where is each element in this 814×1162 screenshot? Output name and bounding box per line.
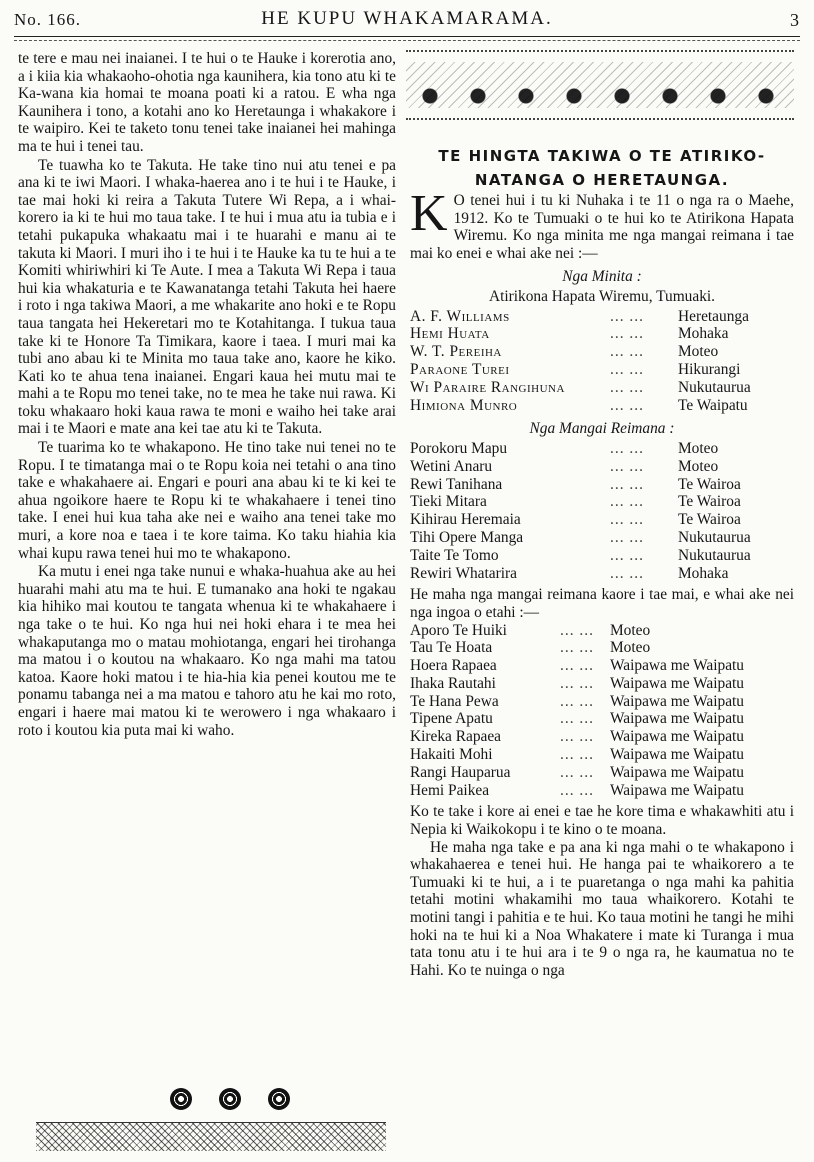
- left-paragraph-2: Te tuawha ko te Takuta. He take tino nui atu tenei e pa ana ki te iwi Maori. I whaka-haerea ano i te hui i te Hauke, i tae mai hoki ki reira a Takuta Tutere Wi Repa, a i whai-korero ia ki te hui mo taua take. I te hui i mua atu ia tubia e i tetahi pukapuka whakaatu mai i te huarahi e manu ai te takuta ki Maori. I muri iho i te hui i te Hauke ka tu te hui a te Komiti whiriwhiri ki Te Aute. I mea a Takuta Wi Repa i taua hui kia whakaturia e te Kawanatanga tetahi Takuta hei haere i roto i nga takiwa Maori, a me whakarite ano hoki e te Ropu taua tangata hei Hekeretari mo te Kotahitanga. I tukua taua take ki te Honore Ta Timikara, kaore i taea. I muri mai ka tubi ano abau ki te Minita mo taua take ano, kaore he kiko. Kati ko te ahua tena inaianei. Engari kaua hei mutu mai te mahi a te Ropu mo tenei take, no te mea he take nui rawa. Ki toku whakaaro hoki kaua rawa te moni e waiho hei take arai mai i te Maori e mate ana kei tae atu ki te Takuta.: [18, 156, 396, 438]
- article-lead: [410, 185, 794, 262]
- leader-dots: ... ...: [560, 746, 594, 764]
- drop-cap: K: [410, 185, 448, 242]
- leader-dots: ... ...: [560, 674, 594, 692]
- entry-name: Te Hana Pewa: [410, 692, 499, 710]
- list-item: [410, 476, 794, 494]
- list-item: [410, 639, 794, 657]
- issue-number: No. 166.: [14, 10, 82, 29]
- lead-text: O tenei hui i tu ki Nuhaka i te 11 o nga ra o Maehe, 1912. Ko te Tumuaki o te hui ko te Atirikona Hapata Wiremu. Ko nga minita me nga mangai reimana i tae mai ko enei e whai ake nei :—: [410, 192, 794, 262]
- left-paragraph-1: te tere e mau nei inaianei. I te hui o te Hauke i korerotia ano, a i kiia kia whakaoho-ohotia nga kaunihera, kia tono atu ki te Ka-wana kia homai te moana poati ki a ratou. E wha nga Kaunihera i tono, a kotahi ano ko Heretaunga i whakakore i te waipiro. Kei te taketo tonu tenei take inaianei hei mahinga ma te hui i tenei tau.: [18, 50, 396, 155]
- leader-dots: ... ...: [560, 763, 594, 781]
- leader-dots: ... ...: [560, 639, 594, 657]
- entry-place: Hikurangi: [678, 360, 741, 378]
- header-dashed-rule: [14, 40, 800, 41]
- entry-name: Tipene Apatu: [410, 710, 493, 728]
- entry-name: Kireka Rapaea: [410, 728, 502, 746]
- entry-name: Hakaiti Mohi: [410, 746, 493, 764]
- list-item: [410, 782, 794, 800]
- leader-dots: ... ...: [610, 439, 644, 457]
- right-paragraph-2: He maha nga take e pa ana ki nga mahi o te whakapono i whakahaerea e tenei hui. He hanga pai te whaikorero a te Tumuaki ki te hui, a i te puaretanga o nga mahi ka pahitia tetahi motini whakamihi mo taua whaikorero. Kotahi te motini tangi i pahitia e te hui. Ko taua motini he tangi he mihi hoki na te hui ki a Noa Whakatere i mate ki Turanga i mua tata tonu atu i te hui ara i te 9 o nga ra, he kaumatua no te Hahi. Ko te nuinga o nga: [410, 838, 794, 979]
- leader-dots: ... ...: [610, 396, 644, 414]
- decorative-band-bottom: [36, 1122, 386, 1151]
- entry-place: Mohaka: [678, 325, 729, 343]
- leader-dots: ... ...: [610, 360, 644, 378]
- leader-dots: ... ...: [610, 343, 644, 361]
- entry-place: Te Wairoa: [678, 493, 741, 511]
- flower-ornament-icon: [268, 1088, 290, 1110]
- entry-place: Moteo: [678, 343, 719, 361]
- entry-place: Moteo: [678, 439, 719, 457]
- header-rule: [14, 36, 800, 37]
- entry-place: Te Wairoa: [678, 511, 741, 529]
- entry-place: Waipawa me Waipatu: [610, 692, 744, 710]
- leader-dots: ... ...: [610, 511, 644, 529]
- leader-dots: ... ...: [610, 307, 644, 325]
- list-item: [410, 361, 794, 379]
- entry-place: Waipawa me Waipatu: [610, 728, 744, 746]
- right-column: [410, 50, 794, 979]
- entry-place: Waipawa me Waipatu: [610, 674, 744, 692]
- list-item: [410, 622, 794, 640]
- left-column: [18, 50, 396, 739]
- absent-list: [410, 622, 794, 800]
- entry-name: Rangi Hauparua: [410, 763, 511, 781]
- entry-place: Nukutaurua: [678, 528, 751, 546]
- entry-name: Wi Paraire Rangihuna: [410, 378, 565, 396]
- entry-place: Waipawa me Waipatu: [610, 763, 744, 781]
- entry-name: Kihirau Heremaia: [410, 511, 521, 529]
- list-item: [410, 728, 794, 746]
- entry-name: Porokoru Mapu: [410, 439, 508, 457]
- right-paragraph-1: Ko te take i kore ai enei e tae he kore tima e whakawhiti atu i Nepia ki Waikokopu i te kino o te moana.: [410, 803, 794, 839]
- leader-dots: ... ...: [560, 728, 594, 746]
- leader-dots: ... ...: [560, 692, 594, 710]
- entry-name: Hemi Huata: [410, 325, 490, 343]
- leader-dots: ... ...: [610, 325, 644, 343]
- decorative-band-top: [406, 50, 794, 120]
- list-item: [410, 675, 794, 693]
- entry-name: Himiona Munro: [410, 396, 518, 414]
- left-paragraph-3: Te tuarima ko te whakapono. He tino take nui tenei no te Ropu. I te timatanga mai o te Ropu koia nei tetahi o ana tino take e whakahaere ai. Engari e pouri ana abau ki te ki kei te ahua ngoikore haere te Ropu ki te whakahaere i tenei tino take. I enei hui kua taha ake nei e waiho ana tenei take mo muri, a kore noa e taea i te kore taima. Ko taku hiahia kia whai kupu rawa tenei hui mo te whakapono.: [18, 439, 396, 562]
- leader-dots: ... ...: [560, 621, 594, 639]
- list-item: [410, 529, 794, 547]
- entry-name: Rewi Tanihana: [410, 475, 503, 493]
- entry-name: A. F. Williams: [410, 307, 510, 325]
- flower-ornament-icon: [219, 1088, 241, 1110]
- ministers-heading: Nga Minita :: [562, 268, 642, 286]
- entry-place: Waipawa me Waipatu: [610, 746, 744, 764]
- leader-dots: ... ...: [610, 564, 644, 582]
- lay-reps-heading: Nga Mangai Reimana :: [529, 420, 675, 438]
- entry-name: Wetini Anaru: [410, 457, 493, 475]
- entry-place: Te Wairoa: [678, 475, 741, 493]
- entry-place: Moteo: [610, 621, 651, 639]
- article-title: TE HINGTA TAKIWA O TE ATIRIKO-NATANGA O HERETAUNGA.: [438, 147, 766, 189]
- leader-dots: ... ...: [610, 378, 644, 396]
- page-header: [14, 8, 800, 34]
- entry-name: Tihi Opere Manga: [410, 528, 524, 546]
- absent-intro: He maha nga mangai reimana kaore i tae mai, e whai ake nei nga ingoa o etahi :—: [410, 586, 794, 621]
- entry-place: Waipawa me Waipatu: [610, 781, 744, 799]
- entry-name: Taite Te Tomo: [410, 546, 499, 564]
- chairman-line: Atirikona Hapata Wiremu, Tumuaki.: [488, 287, 716, 305]
- entry-name: Paraone Turei: [410, 360, 510, 378]
- left-paragraph-4: Ka mutu i enei nga take nunui e whaka-huahua ake au hei huarahi mahi atu ma te hui. E tumanako ana hoki te ngakau kia hihiko mai koutou te tangata whenua ki te whakahaere i nga take o te hui. Ko nga hui nei hoki ehara i te mea hei whakaputanga mo o matau mohiotanga, engari hei tirohanga ma matou i o koutou na whakaaro. Ko nga mahi ma tatou katoa. Kaore hoki matou i te hia-hia kia penei koutou me te ponamu tabanga nei a ma matou e tahoro atu he kai mo roto, engari i haere mai matou ki te werowero i nga whakaaro i roto i koutou kia puta mai ki waho.: [18, 563, 396, 739]
- leader-dots: ... ...: [610, 493, 644, 511]
- leader-dots: ... ...: [560, 657, 594, 675]
- list-item: [410, 458, 794, 476]
- entry-name: Tieki Mitara: [410, 493, 487, 511]
- list-item: [410, 693, 794, 711]
- entry-place: Moteo: [610, 639, 651, 657]
- list-item: [410, 397, 794, 415]
- leader-dots: ... ...: [610, 475, 644, 493]
- masthead-title: HE KUPU WHAKAMARAMA.: [261, 8, 553, 29]
- list-item: [410, 440, 794, 458]
- entry-name: Rewiri Whatarira: [410, 564, 517, 582]
- leader-dots: ... ...: [560, 781, 594, 799]
- flower-ornament-icon: [170, 1088, 192, 1110]
- entry-place: Moteo: [678, 457, 719, 475]
- leader-dots: ... ...: [610, 528, 644, 546]
- entry-place: Mohaka: [678, 564, 729, 582]
- page-number: 3: [790, 10, 800, 30]
- entry-name: W. T. Pereiha: [410, 343, 502, 361]
- list-item: [410, 764, 794, 782]
- entry-place: Nukutaurua: [678, 378, 751, 396]
- list-item: [410, 325, 794, 343]
- list-item: [410, 657, 794, 675]
- entry-name: Aporo Te Huiki: [410, 621, 507, 639]
- entry-name: Ihaka Rautahi: [410, 674, 496, 692]
- entry-place: Te Waipatu: [678, 396, 748, 414]
- list-item: [410, 308, 794, 326]
- entry-name: Hoera Rapaea: [410, 657, 497, 675]
- list-item: [410, 565, 794, 583]
- leader-dots: ... ...: [610, 457, 644, 475]
- ministers-list: [410, 308, 794, 415]
- list-item: [410, 379, 794, 397]
- entry-place: Waipawa me Waipatu: [610, 710, 744, 728]
- leader-dots: ... ...: [560, 710, 594, 728]
- lay-reps-list: [410, 440, 794, 582]
- entry-name: Tau Te Hoata: [410, 639, 493, 657]
- list-item: [410, 511, 794, 529]
- list-item: [410, 547, 794, 565]
- list-item: [410, 746, 794, 764]
- leader-dots: ... ...: [610, 546, 644, 564]
- flower-ornaments: [170, 1088, 290, 1116]
- list-item: [410, 493, 794, 511]
- list-item: [410, 343, 794, 361]
- entry-name: Hemi Paikea: [410, 781, 490, 799]
- entry-place: Heretaunga: [678, 307, 749, 325]
- entry-place: Nukutaurua: [678, 546, 751, 564]
- entry-place: Waipawa me Waipatu: [610, 657, 744, 675]
- list-item: [410, 710, 794, 728]
